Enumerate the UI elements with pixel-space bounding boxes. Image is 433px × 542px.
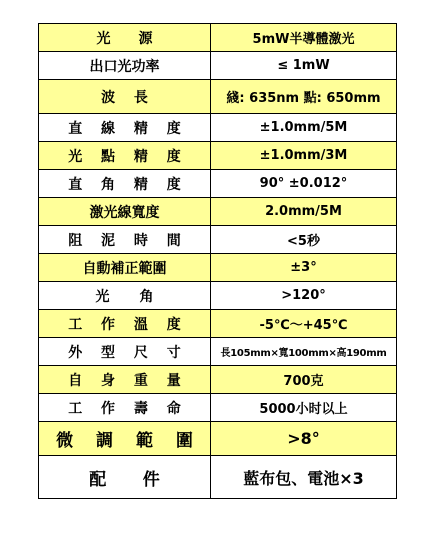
spec-row-line-width <box>39 198 397 226</box>
spec-value: >8° <box>211 422 397 456</box>
spec-value: 5mW半導體激光 <box>211 24 397 52</box>
spec-label: 直 角 精 度 <box>39 170 211 198</box>
spec-label: 外 型 尺 寸 <box>39 338 211 366</box>
spec-row-weight <box>39 366 397 394</box>
spec-value: -5℃～+45℃ <box>211 310 397 338</box>
spec-row-fine-adjust-range <box>39 422 397 456</box>
spec-label: 阻 泥 時 間 <box>39 226 211 254</box>
spec-row-output-power <box>39 52 397 80</box>
spec-row-beam-angle <box>39 282 397 310</box>
spec-value: ±3° <box>211 254 397 282</box>
spec-row-right-angle-accuracy <box>39 170 397 198</box>
spec-row-damping-time <box>39 226 397 254</box>
spec-row-light-source <box>39 24 397 52</box>
spec-label: 自 身 重 量 <box>39 366 211 394</box>
spec-value: 綫: 635nm 點: 650mm <box>211 80 397 114</box>
spec-value: 2.0mm/5M <box>211 198 397 226</box>
spec-row-line-accuracy <box>39 114 397 142</box>
spec-label: 光 源 <box>39 24 211 52</box>
spec-row-dimensions <box>39 338 397 366</box>
spec-value: ≤ 1mW <box>211 52 397 80</box>
spec-value: 長105mm×寬100mm×高190mm <box>211 338 397 366</box>
spec-row-point-accuracy <box>39 142 397 170</box>
spec-label: 工 作 溫 度 <box>39 310 211 338</box>
spec-label: 波 長 <box>39 80 211 114</box>
spec-value: <5秒 <box>211 226 397 254</box>
spec-value: >120° <box>211 282 397 310</box>
spec-label: 光 點 精 度 <box>39 142 211 170</box>
spec-row-operating-temperature <box>39 310 397 338</box>
spec-label: 配 件 <box>39 456 211 499</box>
spec-label: 工 作 壽 命 <box>39 394 211 422</box>
spec-value: 藍布包、電池×3 <box>211 456 397 499</box>
spec-table <box>38 23 397 499</box>
spec-label: 光 角 <box>39 282 211 310</box>
spec-label: 微 調 範 圍 <box>39 422 211 456</box>
spec-label: 激光線寬度 <box>39 198 211 226</box>
spec-value: ±1.0mm/3M <box>211 142 397 170</box>
spec-label: 出口光功率 <box>39 52 211 80</box>
spec-value: 90° ±0.012° <box>211 170 397 198</box>
spec-label: 自動補正範圍 <box>39 254 211 282</box>
spec-row-self-leveling-range <box>39 254 397 282</box>
spec-value: ±1.0mm/5M <box>211 114 397 142</box>
spec-row-service-life <box>39 394 397 422</box>
spec-row-accessories <box>39 456 397 499</box>
spec-row-wavelength <box>39 80 397 114</box>
spec-value: 700克 <box>211 366 397 394</box>
spec-value: 5000小时以上 <box>211 394 397 422</box>
spec-label: 直 線 精 度 <box>39 114 211 142</box>
